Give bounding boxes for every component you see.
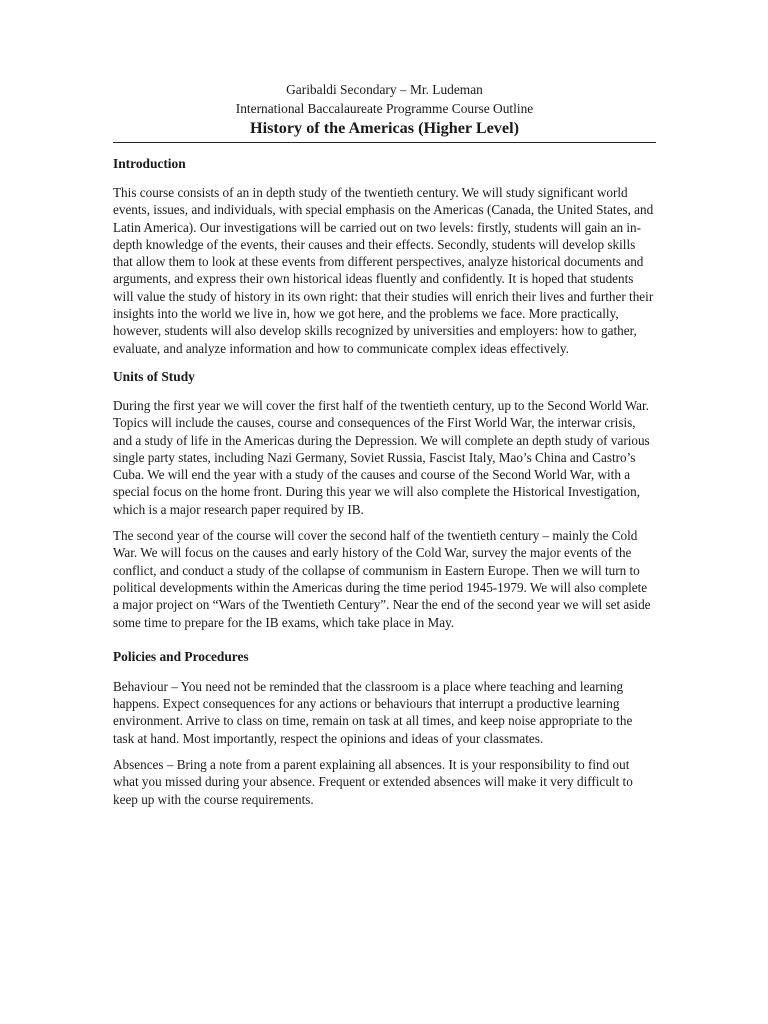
document-page	[113, 76, 656, 808]
units-of-study-heading: Units of Study	[113, 368, 195, 384]
course-title: History of the Americas (Higher Level)	[250, 119, 519, 137]
policies-heading: Policies and Procedures	[113, 648, 249, 664]
document-header	[113, 80, 656, 139]
absences-paragraph: Absences – Bring a note from a parent explaining all absences. It is your responsibility to find out what you missed during your absence. Frequent or extended absences will make it very difficult to keep up with the course requirements.	[113, 757, 633, 807]
introduction-paragraph: This course consists of an in depth study of the twentieth century. We will study significant world events, issues, and individuals, with special emphasis on the Americas (Canada, the United States, and Latin America). Our investigations will be carried out on two levels: firstly, students will gain an in-depth knowledge of the events, their causes and their effects. Secondly, students will develop skills that allow them to look at these events from different perspectives, analyze historical documents and arguments, and express their own historical ideas fluently and confidently. It is hoped that students will value the study of history in its own right: that their studies will enrich their lives and further their insights into the world we live in, how we got here, and the problems we face. More practically, however, students will also develop skills recognized by universities and employers: how to gather, evaluate, and analyze information and how to communicate complex ideas effectively.	[113, 185, 654, 356]
title-divider	[113, 142, 656, 143]
units-first-year-paragraph: During the first year we will cover the first half of the twentieth century, up to the Second World War. Topics will include the causes, course and consequences of the First World War, the interwar crisis, and a study of life in the Americas during the Depression. We will complete an depth study of various single party states, including Nazi Germany, Soviet Russia, Fascist Italy, Mao’s China and Castro’s Cuba. We will end the year with a study of the causes and course of the Second World War, with a special focus on the home front. During this year we will also complete the Historical Investigation, which is a major research paper required by IB.	[113, 397, 650, 517]
introduction-heading: Introduction	[113, 156, 186, 171]
units-second-year-paragraph: The second year of the course will cover the second half of the twentieth century – mainly the Cold War. We will focus on the causes and early history of the Cold War, survey the major events of the conflict, and conduct a study of the collapse of communism in Eastern Europe. Then we will turn to political developments within the Americas during the time period 1945-1979. We will also complete a major project on “Wars of the Twentieth Century”. Near the end of the second year we will set aside some time to prepare for the IB exams, which take place in May.	[113, 528, 651, 630]
school-teacher-line: Garibaldi Secondary – Mr. Ludeman	[286, 82, 483, 97]
behaviour-paragraph: Behaviour – You need not be reminded that the classroom is a place where teaching and learning happens. Expect consequences for any actions or behaviours that interrupt a productive learning environment. Arrive to class on time, remain on task at all times, and keep noise appropriate to the task at hand. Most importantly, respect the opinions and ideas of your classmates.	[113, 678, 633, 746]
programme-line: International Baccalaureate Programme Course Outline	[235, 101, 534, 116]
